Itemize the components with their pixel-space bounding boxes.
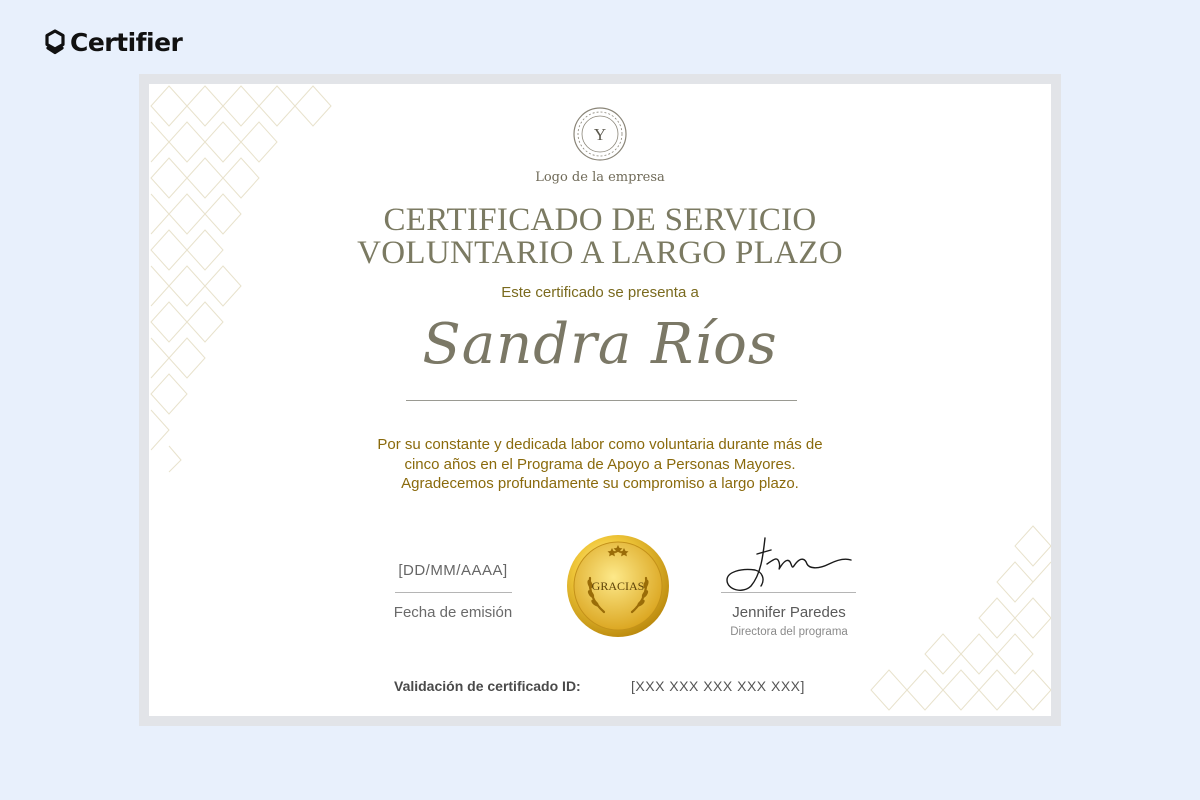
recipient-name: Sandra Ríos xyxy=(422,312,778,377)
certificate-title-line-2: VOLUNTARIO A LARGO PLAZO xyxy=(357,235,843,271)
company-logo xyxy=(149,106,1051,162)
certificate xyxy=(149,84,1051,716)
validation-label: Validación de certificado ID: xyxy=(394,678,581,694)
signer-name: Jennifer Paredes xyxy=(732,604,846,621)
issue-date-line xyxy=(395,592,512,593)
validation-id: [XXX XXX XXX XXX XXX] xyxy=(631,678,805,694)
name-underline xyxy=(406,400,797,401)
gold-medal-icon xyxy=(564,532,672,640)
company-logo-letter: Y xyxy=(593,125,607,144)
signer-role: Directora del programa xyxy=(730,626,848,638)
certificate-description: Por su constante y dedicada labor como voluntaria durante más de cinco años en el Programa de Apoyo a Personas Mayores. Agradecemos profundamente su compromiso a largo plazo. xyxy=(377,436,823,492)
company-logo-icon xyxy=(572,106,628,162)
certifier-logo-icon xyxy=(44,29,66,57)
issue-date-value: [DD/MM/AAAA] xyxy=(398,562,508,579)
certificate-title-line-1: CERTIFICADO DE SERVICIO xyxy=(383,202,817,238)
certificate-title xyxy=(149,204,1051,270)
company-logo-text: Logo de la empresa xyxy=(535,170,665,185)
signature-line xyxy=(721,592,856,593)
issue-date-label: Fecha de emisión xyxy=(393,604,513,621)
presented-to-text: Este certificado se presenta a xyxy=(501,284,699,301)
brand-logo[interactable] xyxy=(44,28,182,57)
medal-text: GRACIAS xyxy=(591,579,645,593)
geometric-pattern-decoration xyxy=(851,516,1051,716)
brand-name: Certifier xyxy=(70,28,183,57)
signature-icon xyxy=(721,536,861,596)
